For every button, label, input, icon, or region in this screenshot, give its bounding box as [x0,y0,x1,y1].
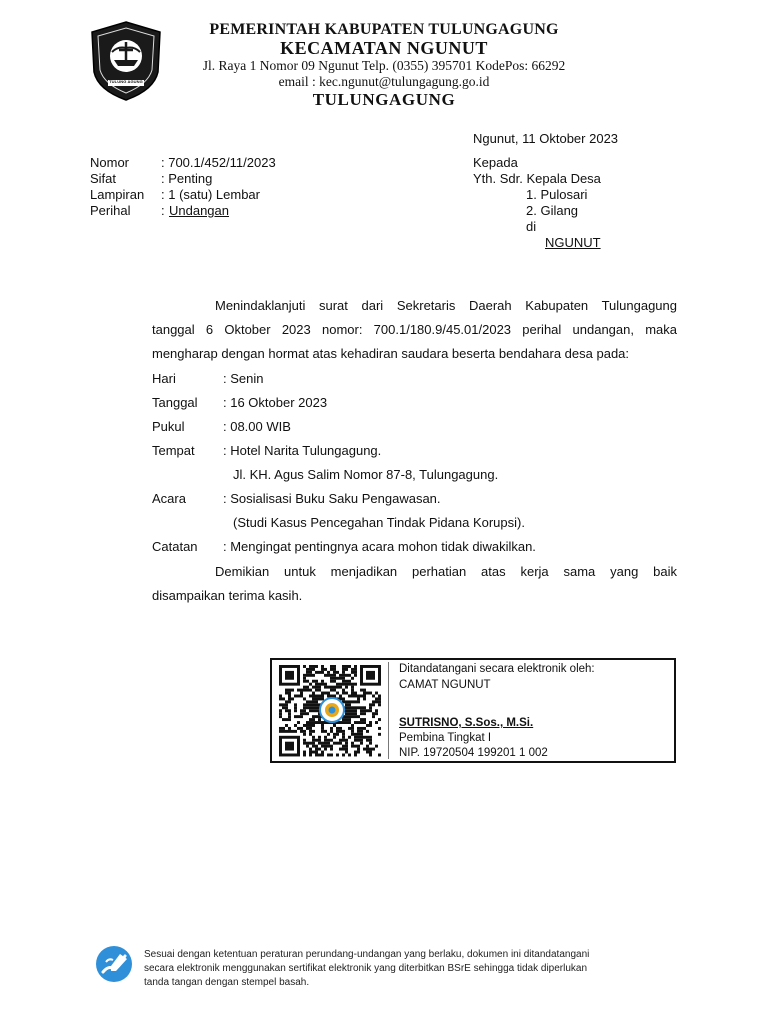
perihal-label: Perihal [90,203,131,218]
kop-district: KECAMATAN NGUNUT [280,38,488,58]
closing-line-1: Demikian untuk menjadikan perhatian atas kerja sama yang baik [215,564,677,579]
recipient-yth: Yth. Sdr. Kepala Desa [473,171,601,186]
signer-nip: NIP. 19720504 199201 1 002 [399,747,548,759]
detail-label-tanggal: Tanggal [152,395,198,410]
signer-position: CAMAT NGUNUT [399,679,491,691]
kop-address: Jl. Raya 1 Nomor 09 Ngunut Telp. (0355) 395701 KodePos: 66292 [202,58,566,73]
recipient-kepada: Kepada [473,155,518,170]
signer-rank: Pembina Tingkat I [399,732,492,744]
nomor-value: : 700.1/452/11/2023 [161,155,276,170]
detail-value-catatan: : Mengingat pentingnya acara mohon tidak diwakilkan. [223,539,536,554]
body-paragraph-line-1: Menindaklanjuti surat dari Sekretaris Daerah Kabupaten Tulungagung [215,298,677,313]
body-paragraph-line-3: mengharap dengan hormat atas kehadiran saudara beserta bendahara desa pada: [152,346,630,361]
perihal-value: Undangan [169,203,229,218]
bsre-seal-icon [319,697,345,723]
sifat-label: Sifat [90,171,117,186]
signer-name: SUTRISNO, S.Sos., M.Si. [399,717,534,729]
detail-label-acara: Acara [152,491,186,506]
detail-value-hari: : Senin [223,371,264,386]
detail-value-acara-note: (Studi Kasus Pencegahan Tindak Pidana Korupsi). [233,515,525,530]
footer-line-3: tanda tangan dengan stempel basah. [144,977,310,988]
sifat-value: : Penting [161,171,213,186]
lampiran-value: : 1 (satu) Lembar [161,187,260,202]
detail-label-hari: Hari [152,371,176,386]
detail-value-alamat: Jl. KH. Agus Salim Nomor 87-8, Tulungagung. [233,467,499,482]
detail-value-acara: : Sosialisasi Buku Saku Pengawasan. [223,491,441,506]
kop-city: TULUNGAGUNG [312,90,456,109]
signed-by-label: Ditandatangani secara elektronik oleh: [399,663,595,675]
detail-label-catatan: Catatan [152,539,198,554]
recipient-desa-2: 2. Gilang [526,203,579,218]
body-paragraph-line-2: tanggal 6 Oktober 2023 nomor: 700.1/180.9/45.01/2023 perihal undangan, maka [152,322,677,337]
detail-value-tempat: : Hotel Narita Tulungagung. [223,443,382,458]
footer-line-2: secara elektronik menggunakan sertifikat elektronik yang diterbitkan BSrE sehingga tidak diperlukan [144,963,588,974]
recipient-desa-1: 1. Pulosari [526,187,588,202]
kop-email: email : kec.ngunut@tulungagung.go.id [278,74,490,89]
perihal-colon: : [161,203,165,218]
closing-line-2: disampaikan terima kasih. [152,588,303,603]
recipient-di: di [526,219,537,234]
detail-label-pukul: Pukul [152,419,185,434]
signature-divider [388,662,389,759]
kop-government: PEMERINTAH KABUPATEN TULUNGAGUNG [209,21,559,38]
letter-date: Ngunut, 11 Oktober 2023 [473,131,619,146]
footer-line-1: Sesuai dengan ketentuan peraturan perundang-undangan yang berlaku, dokumen ini ditandatangani [144,949,590,960]
detail-label-tempat: Tempat [152,443,195,458]
bsre-icon [94,944,134,984]
detail-value-tanggal: : 16 Oktober 2023 [223,395,328,410]
recipient-place: NGUNUT [545,235,601,250]
logo-caption: TULUNG AGUNG [109,79,143,84]
lampiran-label: Lampiran [90,187,145,202]
nomor-label: Nomor [90,155,130,170]
detail-value-pukul: : 08.00 WIB [223,419,291,434]
